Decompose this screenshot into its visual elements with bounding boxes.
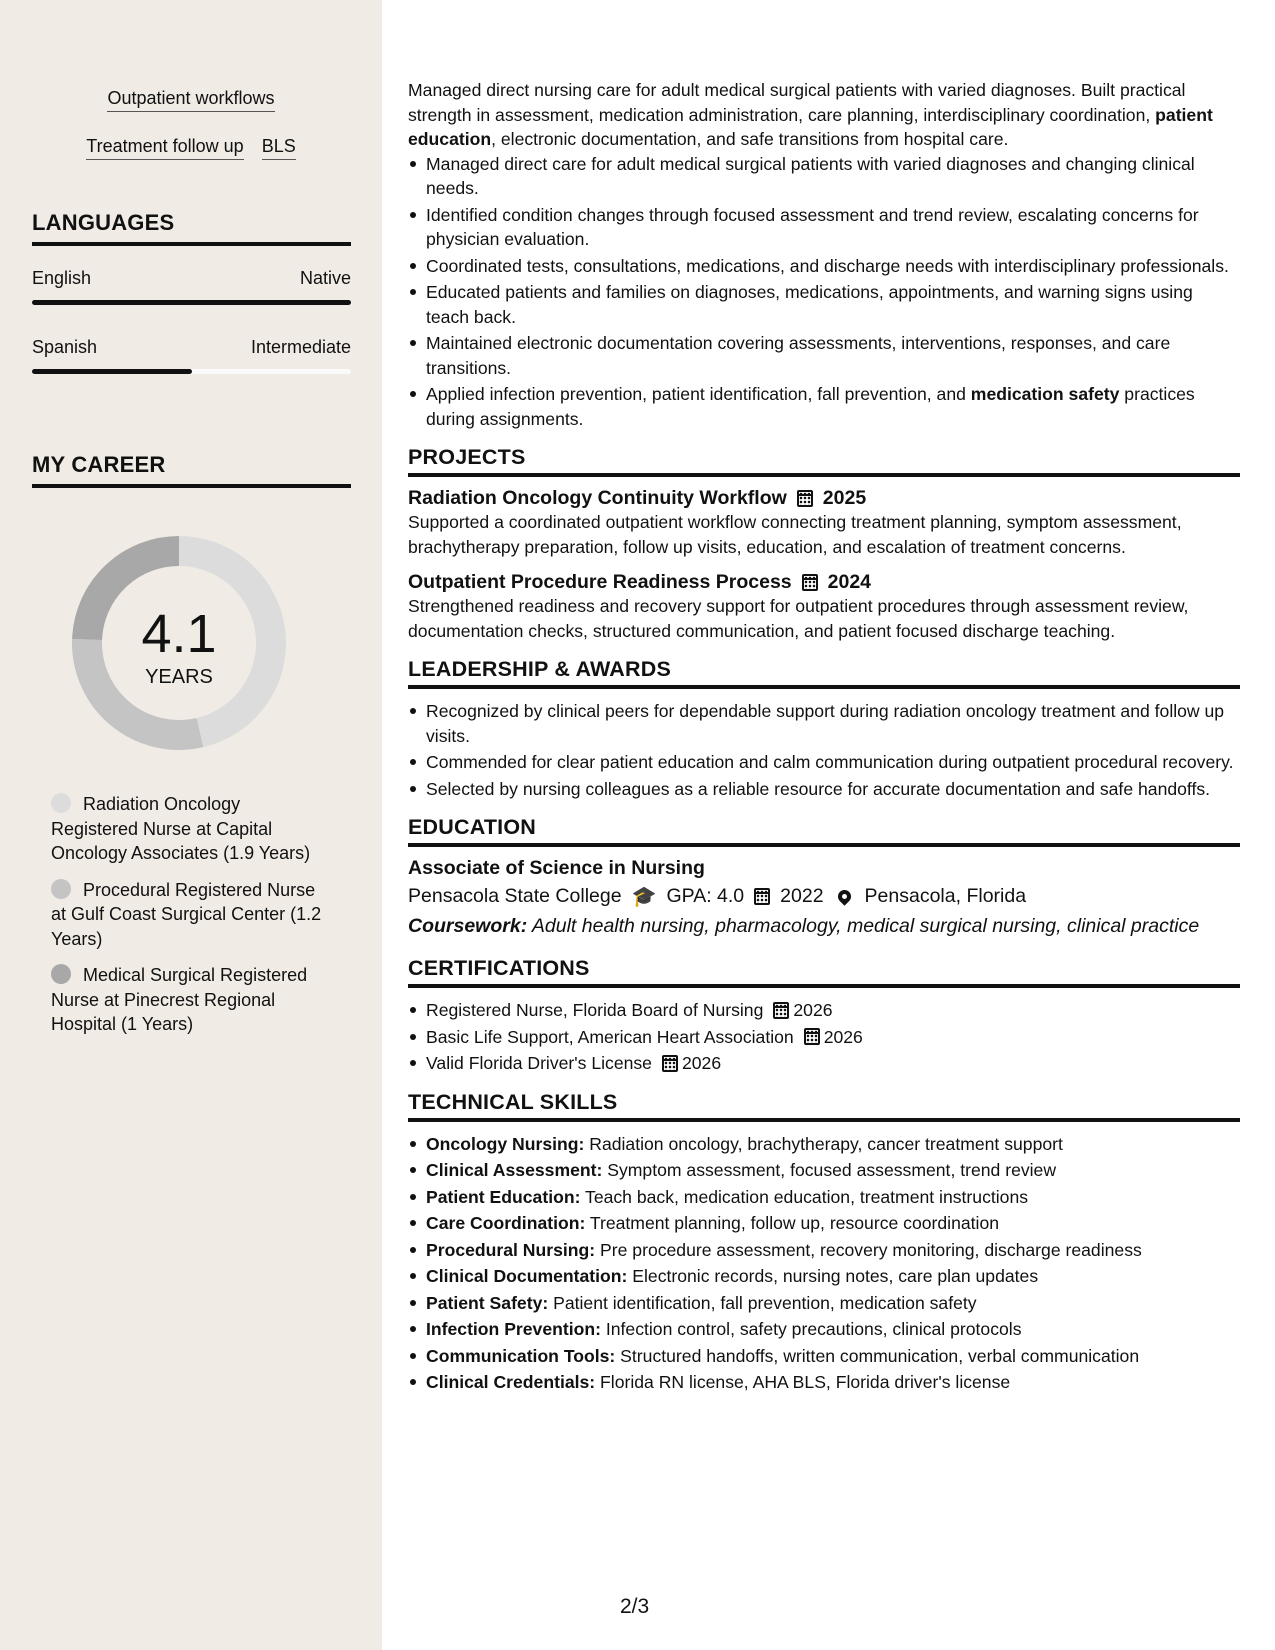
education-heading: EDUCATION (408, 815, 1240, 847)
skill-label: Communication Tools: (426, 1345, 616, 1366)
certification-name: Basic Life Support, American Heart Association (426, 1026, 794, 1047)
certification-item (408, 998, 1240, 1023)
skills-heading: TECHNICAL SKILLS (408, 1090, 1240, 1122)
summary-text: , electronic documentation, and safe transitions from hospital care. (491, 129, 1009, 149)
skill-text: Florida RN license, AHA BLS, Florida driver's license (595, 1372, 1011, 1392)
main-content (408, 78, 1240, 1397)
skill-text: Teach back, medication education, treatment instructions (580, 1186, 1029, 1207)
language-level: Native (299, 268, 351, 288)
bullet-text: Applied infection prevention, patient identification, fall prevention, and (426, 384, 971, 404)
skill-label: Clinical Credentials: (426, 1372, 596, 1392)
skills-list (408, 1132, 1240, 1395)
language-bar (32, 300, 351, 305)
language-name: Spanish (32, 337, 98, 357)
certification-year: 2026 (681, 1053, 722, 1073)
leadership-list (408, 699, 1240, 801)
project-year: 2024 (827, 571, 872, 593)
certifications-list (408, 998, 1240, 1076)
language-row (32, 268, 351, 289)
graduation-cap-icon: 🎓 (631, 886, 657, 908)
project-title: Outpatient Procedure Readiness Process (408, 571, 792, 593)
certification-item (408, 1051, 1240, 1076)
experience-bullets (408, 152, 1240, 432)
list-item: Coordinated tests, consultations, medications, and discharge needs with interdisciplinary professionals. (408, 254, 1240, 279)
coursework-label: Coursework: (408, 915, 528, 937)
skill-item (408, 1291, 1240, 1316)
calendar-icon (804, 1028, 820, 1045)
certification-name: Registered Nurse, Florida Board of Nursing (426, 1000, 764, 1020)
projects-heading: PROJECTS (408, 445, 1240, 477)
skill-label: Care Coordination: (426, 1213, 586, 1233)
legend-dot (51, 964, 71, 984)
coursework-text: Adult health nursing, pharmacology, medical surgical nursing, clinical practice (527, 915, 1200, 937)
skill-label: Oncology Nursing: (426, 1133, 585, 1154)
page-number: 2/3 (620, 1595, 650, 1618)
skill-tags (32, 88, 350, 184)
list-item: Maintained electronic documentation covering assessments, interventions, responses, and care transitions. (408, 331, 1240, 380)
certification-name: Valid Florida Driver's License (426, 1053, 652, 1073)
career-legend-item (51, 963, 331, 1037)
list-item: Educated patients and families on diagnoses, medications, appointments, and warning signs using teach back. (408, 280, 1240, 329)
skill-label: Patient Education: (426, 1186, 581, 1207)
project-description: Strengthened readiness and recovery support for outpatient procedures through assessment review, documentation checks, structured communication, and patient focused discharge teaching. (408, 596, 1189, 641)
career-legend-item (51, 792, 331, 866)
language-bar-fill (32, 369, 192, 374)
skill-item (408, 1370, 1240, 1395)
experience-summary (408, 78, 1240, 152)
skill-text: Radiation oncology, brachytherapy, cancer treatment support (584, 1133, 1063, 1154)
skill-tag: Treatment follow up (86, 136, 243, 160)
gpa: GPA: 4.0 (666, 885, 745, 907)
skill-item (408, 1211, 1240, 1236)
skill-tag: Outpatient workflows (107, 88, 274, 112)
skill-label: Procedural Nursing: (426, 1239, 596, 1260)
calendar-icon (802, 574, 818, 591)
calendar-icon (754, 888, 770, 905)
bullet-bold: medication safety (970, 384, 1120, 404)
language-name: English (32, 268, 92, 288)
certification-year: 2026 (793, 1000, 833, 1020)
legend-dot (51, 879, 71, 899)
calendar-icon (797, 490, 813, 507)
career-legend-text: Procedural Registered Nurse at Gulf Coast Surgical Center (1.2 Years) (51, 879, 322, 949)
language-row (32, 337, 351, 358)
project-description: Supported a coordinated outpatient workflow connecting treatment planning, symptom assessment, brachytherapy preparation, follow up visits, education, and escalation of treatment concerns. (408, 512, 1182, 557)
career-heading: MY CAREER (32, 452, 351, 488)
skill-item (408, 1132, 1240, 1157)
skill-text: Electronic records, nursing notes, care plan updates (627, 1266, 1039, 1286)
sidebar (0, 0, 382, 1650)
certification-year: 2026 (823, 1026, 863, 1047)
bullet-text: practices during assignments. (426, 384, 1195, 429)
list-item: Commended for clear patient education and calm communication during outpatient procedural recovery. (408, 750, 1240, 775)
career-unit: YEARS (145, 666, 213, 688)
certifications-heading: CERTIFICATIONS (408, 956, 1240, 988)
skill-text: Symptom assessment, focused assessment, trend review (602, 1160, 1057, 1180)
education-details (408, 884, 1240, 909)
language-level: Intermediate (250, 337, 351, 357)
skill-text: Pre procedure assessment, recovery monitoring, discharge readiness (595, 1239, 1142, 1260)
career-donut-chart (66, 530, 292, 756)
summary-bold: patient education (408, 104, 1213, 149)
school-name: Pensacola State College (408, 885, 622, 907)
project-title-row (408, 571, 1240, 594)
project-title-row (408, 487, 1240, 510)
degree-title: Associate of Science in Nursing (408, 857, 705, 879)
skill-label: Infection Prevention: (426, 1319, 601, 1339)
list-item: Recognized by clinical peers for dependable support during radiation oncology treatment and follow up visits. (408, 699, 1240, 748)
leadership-heading: LEADERSHIP & AWARDS (408, 657, 1240, 689)
skill-text: Patient identification, fall prevention, medication safety (548, 1292, 977, 1313)
school-location: Pensacola, Florida (864, 885, 1027, 907)
project-year: 2025 (822, 487, 867, 509)
coursework (408, 915, 1240, 938)
list-item: Selected by nursing colleagues as a reliable resource for accurate documentation and safe handoffs. (408, 777, 1240, 802)
skill-label: Patient Safety: (426, 1292, 549, 1313)
skill-item (408, 1317, 1240, 1342)
skill-text: Treatment planning, follow up, resource coordination (585, 1213, 1000, 1233)
languages-heading: LANGUAGES (32, 210, 351, 246)
skill-item (408, 1185, 1240, 1210)
career-legend-item (51, 878, 331, 952)
skill-tag: BLS (262, 136, 296, 160)
skill-item (408, 1264, 1240, 1289)
career-legend-text: Radiation Oncology Registered Nurse at Capital Oncology Associates (1.9 Years) (51, 794, 311, 863)
calendar-icon (773, 1002, 789, 1019)
project-title: Radiation Oncology Continuity Workflow (408, 487, 787, 509)
skill-label: Clinical Assessment: (426, 1160, 603, 1180)
skill-item (408, 1344, 1240, 1369)
skill-text: Infection control, safety precautions, clinical protocols (600, 1319, 1022, 1339)
location-pin-icon (835, 887, 853, 905)
skill-item (408, 1158, 1240, 1183)
skill-label: Clinical Documentation: (426, 1266, 628, 1286)
career-legend (51, 792, 331, 1049)
career-total: 4.1 (141, 604, 217, 664)
language-bar-fill (32, 300, 351, 305)
list-item: Managed direct care for adult medical surgical patients with varied diagnoses and changing clinical needs. (408, 152, 1240, 201)
legend-dot (51, 793, 71, 813)
skill-text: Structured handoffs, written communication, verbal communication (615, 1345, 1140, 1366)
skill-item (408, 1238, 1240, 1263)
language-bar (32, 369, 351, 374)
summary-text: Managed direct nursing care for adult medical surgical patients with varied diagnoses. Built practical strength in assessment, medication administration, care planning, interdisciplinary coordination, (408, 80, 1186, 125)
graduation-year: 2022 (780, 885, 824, 907)
career-legend-text: Medical Surgical Registered Nurse at Pinecrest Regional Hospital (1 Years) (51, 965, 308, 1034)
calendar-icon (662, 1055, 678, 1072)
list-item: Identified condition changes through focused assessment and trend review, escalating concerns for physician evaluation. (408, 203, 1240, 252)
list-item (408, 382, 1240, 431)
certification-item (408, 1025, 1240, 1050)
